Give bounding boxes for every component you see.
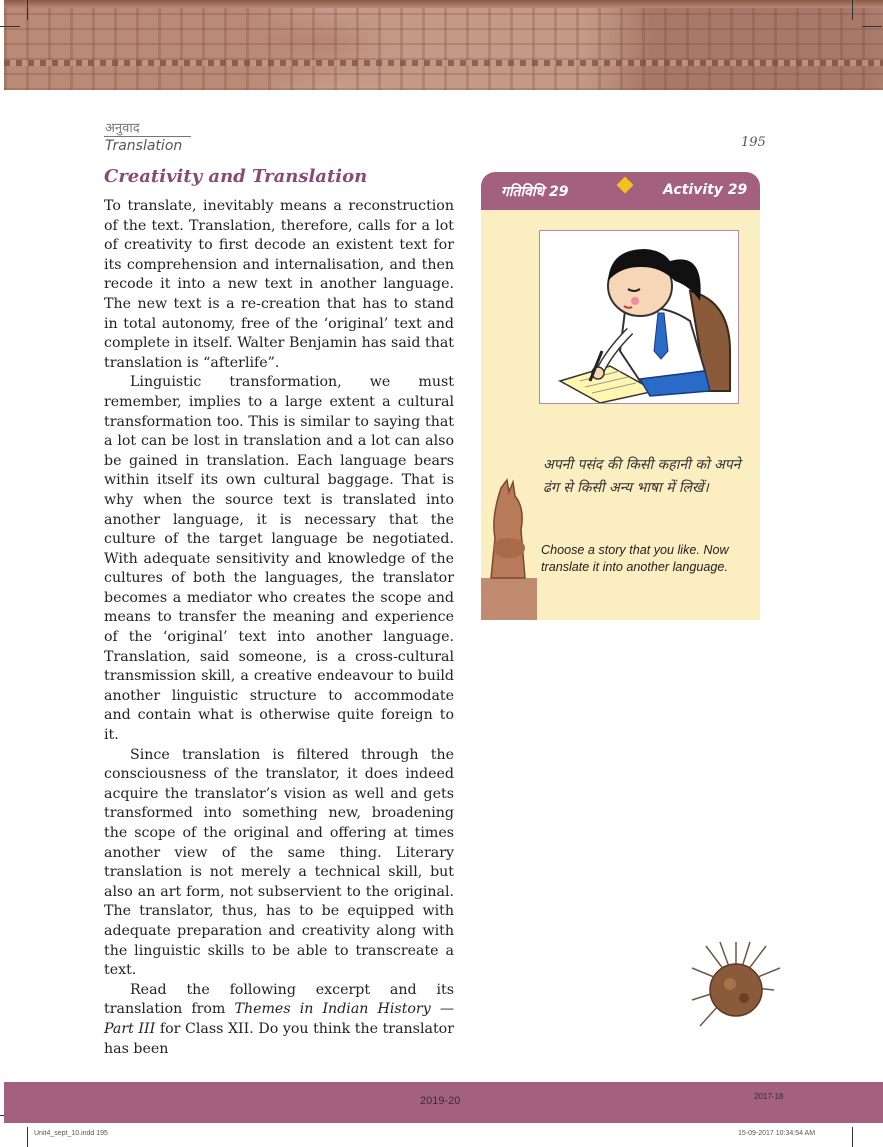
activity-label-hindi: गतिविधि 29 [501, 184, 569, 200]
header-rule [104, 136, 191, 137]
footer-year-right: 2017-18 [754, 1092, 784, 1101]
book-title: Themes in Indian History — Part III [104, 1001, 455, 1037]
paragraph-1: To translate, inevitably means a reconstruction of the text. Translation, therefore, calls for a lot of creativity to first decode an existent text for its comprehension and internalisation, and then recode it into a new text in another language. The new text is a re-creation that has to stand in total autonomy, free of the ‘original’ text and complete in itself. Walter Benjamin has said that translation is “afterlife”. [104, 198, 454, 371]
chapter-title-english: Translation [105, 138, 183, 154]
paragraph-2: Linguistic transformation, we must remember, implies to a large extent a cultural transformation too. This is similar to saying that a lot can be lost in translation and a lot can also be gained in translation. Each language bears within itself its own cultural baggage. That is why when the source text is translated into another language, it is necessary that the culture of the target language be negotiated. With adequate sensitivity and knowledge of the cultures of both the languages, the translator becomes a mediator who creates the scope and means to transfer the meaning and experience of the ‘original’ text into another language. Translation, said someone, is a cross-cultural transmission skill, a creative endeavour to build another linguistic structure to accommodate and contain what is otherwise quite foreign to it. [104, 374, 454, 744]
header-banner-image [4, 0, 883, 90]
banner-carved-band [4, 60, 883, 66]
paragraph-3: Since translation is filtered through the consciousness of the translator, it does indeed acquire the translator’s vision as well and gets transformed into something new, broadening the scope of the original and offering at times another view of the same thing. Literary translation is not merely a technical skill, but also an art form, not subservient to the original. The translator, thus, has to be equipped with adequate preparation and creativity along with the linguistic skills to be able to transcreate a text. [104, 746, 454, 979]
activity-header [481, 172, 760, 210]
section-title: Creativity and Translation [104, 166, 368, 187]
crop-mark-top-left-h [0, 26, 20, 27]
girl-writing-illustration [540, 231, 738, 403]
footer-year: 2019-20 [420, 1095, 461, 1107]
print-slug-right: 15-09-2017 10:34:54 AM [738, 1130, 816, 1137]
body-text [104, 197, 454, 1059]
crop-mark-top-right-h [862, 26, 882, 27]
sun-motif-icon [690, 940, 782, 1032]
paragraph-4-start: Read the following excerpt and its translation from [104, 981, 454, 1018]
diamond-icon [617, 177, 634, 194]
crop-mark-bottom-right-v [852, 1127, 853, 1147]
activity-instruction-english: Choose a story that you like. Now translate it into another language. [541, 543, 729, 574]
crop-mark-bottom-left-v [27, 1127, 28, 1147]
activity-box [481, 172, 760, 620]
horse-statue-icon [481, 478, 537, 620]
paragraph-4-end: for Class XII. Do you think the translator has been [104, 1020, 454, 1057]
paragraph-4 [104, 981, 454, 1059]
page-number: 195 [741, 135, 766, 150]
banner-top-band [4, 0, 883, 8]
crop-mark-top-left-v [27, 0, 28, 20]
print-slug-left: Unit4_sept_10.indd 195 [34, 1130, 108, 1137]
chapter-title-hindi: अनुवाद [105, 121, 140, 136]
crop-mark-top-right-v [852, 0, 853, 20]
girl-writing-icon [539, 230, 739, 404]
activity-instruction-hindi: अपनी पसंद की किसी कहानी को अपने ढंग से किसी अन्य भाषा में लिखें। [543, 457, 741, 496]
activity-label-english: Activity 29 [663, 182, 748, 198]
